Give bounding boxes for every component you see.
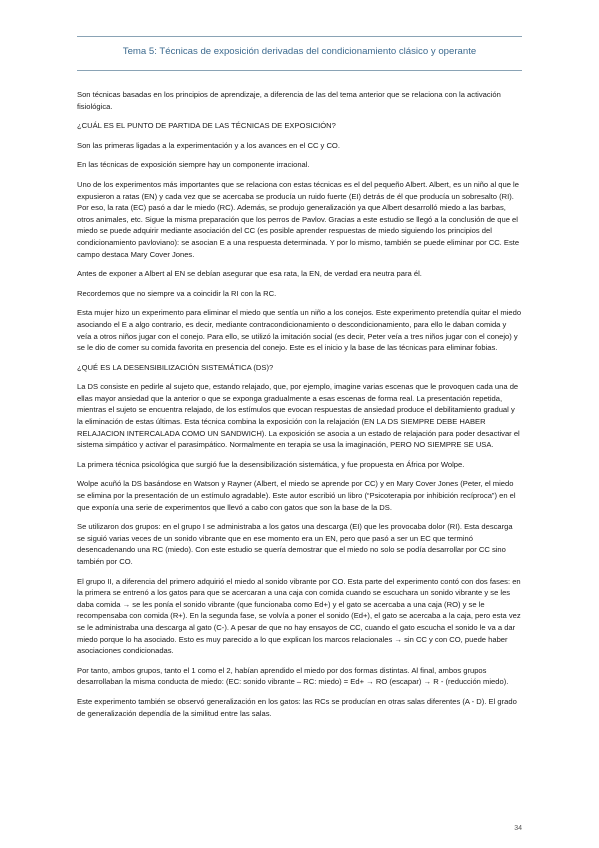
paragraph-mary-cover-jones: Esta mujer hizo un experimento para eliminar el miedo que sentía un niño a los conejos. Este experimento pretendía quitar el miedo asociando el E a algo contrario, es decir, mediante contracondicionamiento o descondicionamiento, para ello le daban comida y veía a otros niños jugar con el conejo. Para ello, se utilizó la imitación social (es decir, Peter veía a tres niños jugar con el conejo) y se le dio de comer su comida favorita en presencia del conejo. Este es el inicio y la base de las técnicas para eliminar fobias. [77, 308, 522, 353]
paragraph-first-linked: Son las primeras ligadas a la experimentación y a los avances en el CC y CO. [77, 140, 340, 150]
paragraph-group-one: Se utilizaron dos grupos: en el grupo I se administraba a los gatos una descarga (EI) que les provocaba dolor (RI). Esta descarga se siguió varias veces de un sonido vibrante que en ese momento era un EN, pero que pasó a ser un EC que terminó desencadenando una RC (miedo). Con este estudio se quería demostrar que el miedo no solo se podía desarrollar por CC sino también por CO. [77, 522, 513, 566]
paragraph-intro: Son técnicas basadas en los principios de aprendizaje, a diferencia de las del tema anterior que se relaciona con la activación fisiológica. [77, 90, 501, 111]
paragraph-wolpe-book: Wolpe acuñó la DS basándose en Watson y Rayner (Albert, el miedo se aprende por CC) y en Mary Cover Jones (Peter, el miedo se elimina por la presentación de un estímulo agradable). Este autor escribió un libro (“Psicoterapia por inhibición recíproca”) en el que exponía una serie de experimentos que llevó a cabo con gatos que son la base de la DS. [77, 479, 516, 512]
paragraph-both-groups: Por tanto, ambos grupos, tanto el 1 como el 2, habían aprendido el miedo por dos formas distintas. Al final, ambos grupos desarrollaban la misma conducta de miedo: (EC: sonido vibrante – RC: miedo) = Ed+ → RO (escapar) → R - (reducción miedo). [77, 665, 509, 687]
document-body [77, 89, 522, 727]
header-top-rule [77, 36, 522, 37]
paragraph-ri-rc: Recordemos que no siempre va a coincidir la RI con la RC. [77, 288, 277, 298]
paragraph-ds-definition: La DS consiste en pedirle al sujeto que, estando relajado, que, por ejemplo, imagine varias escenas que le provoquen cada una de ellas mayor ansiedad que la anterior o que se exponga gradualmente a esas escenas de forma real. La presentación repetida, mientras el sujeto se encuentra relajado, de los estímulos que evocan respuestas de ansiedad produce el debilitamiento gradual y la eliminación de estas últimas. Esta técnica combina la exposición con la relajación (EN LA DS SIEMPRE DEBE HABER RELAJACION INTERCALADA COMO UN SANDWICH). La exposición se asocia a un estado de relajación para poder desactivar el sistema simpático y activar el parasimpático. Normalmente en terapia se usa la imaginación, PERO NO SIEMPRE SE USA. [77, 382, 520, 450]
page-number: 34 [514, 825, 522, 832]
paragraph-irrational-component: En las técnicas de exposición siempre hay un componente irracional. [77, 160, 310, 170]
paragraph-little-albert: Uno de los experimentos más importantes que se relaciona con estas técnicas es el del pequeño Albert. Albert, es un niño al que le expusieron a ratas (EN) y cada vez que se acercaba se producía un ruido fuerte (EI) detrás de él que producía un sobresalto (RI). Por eso, la rata (EC) pasó a dar le miedo (RC). Además, se produjo generalización ya que Albert desarrolló miedo a las barbas, otros animales, etc. Sigue la misma preparación que los perros de Pavlov. Gracias a este estudio se llegó a la conclusión de que el miedo se puede adquirir mediante asociación del CC (es posible aprender respuestas de miedo siguiendo los principios del condicionamiento pavloviano): se asocian E a una respuesta determinada. Y por lo mismo, también se puede eliminar por CC. Este campo destaca Mary Cover Jones. [77, 179, 520, 259]
paragraph-group-two: El grupo II, a diferencia del primero adquirió el miedo al sonido vibrante por CO. Esta parte del experimento contó con dos fases: en la primera se entrenó a los gatos para que se acercaran a una caja con comida cuando se escuchara un sonido vibrante y se les daba comida → se les ponía el sonido vibrante (que funcionaba como Ed+) y el gato se acercaba a una caja (RO) y se le recompensaba con comida (R+). En la segunda fase, se volvía a poner el sonido (Ed+), el gato se acercaba a la caja, pero esta vez se le administraba una descarga al gato (C-). A pesar de que no hay ensayos de CC, cuando el gato escucha el sonido le va a dar miedo porque lo ha asociado. Esto es muy parecido a lo que explican los marcos relacionales → sin CC y con CO, puede haber asociaciones condicionadas. [77, 576, 521, 656]
paragraph-neutral-stimulus: Antes de exponer a Albert al EN se debían asegurar que esa rata, la EN, de verdad era neutra para él. [77, 269, 422, 279]
paragraph-wolpe-first-technique: La primera técnica psicológica que surgió fue la desensibilización sistemática, y fue propuesta en África por Wolpe. [77, 459, 465, 469]
section-heading-ds: ¿QUÉ ES LA DESENSIBILIZACIÓN SISTEMÁTICA (DS)? [77, 362, 274, 372]
paragraph-generalization: Este experimento también se observó generalización en los gatos: las RCs se producían en otras salas diferentes (A - D). El grado de generalización dependía de la similitud entre las salas. [77, 696, 517, 718]
header-bottom-rule [77, 70, 522, 71]
section-heading-starting-point: ¿CUÁL ES EL PUNTO DE PARTIDA DE LAS TÉCNICAS DE EXPOSICIÓN? [77, 121, 336, 131]
page-header-title: Tema 5: Técnicas de exposición derivadas del condicionamiento clásico y operante [122, 46, 477, 57]
